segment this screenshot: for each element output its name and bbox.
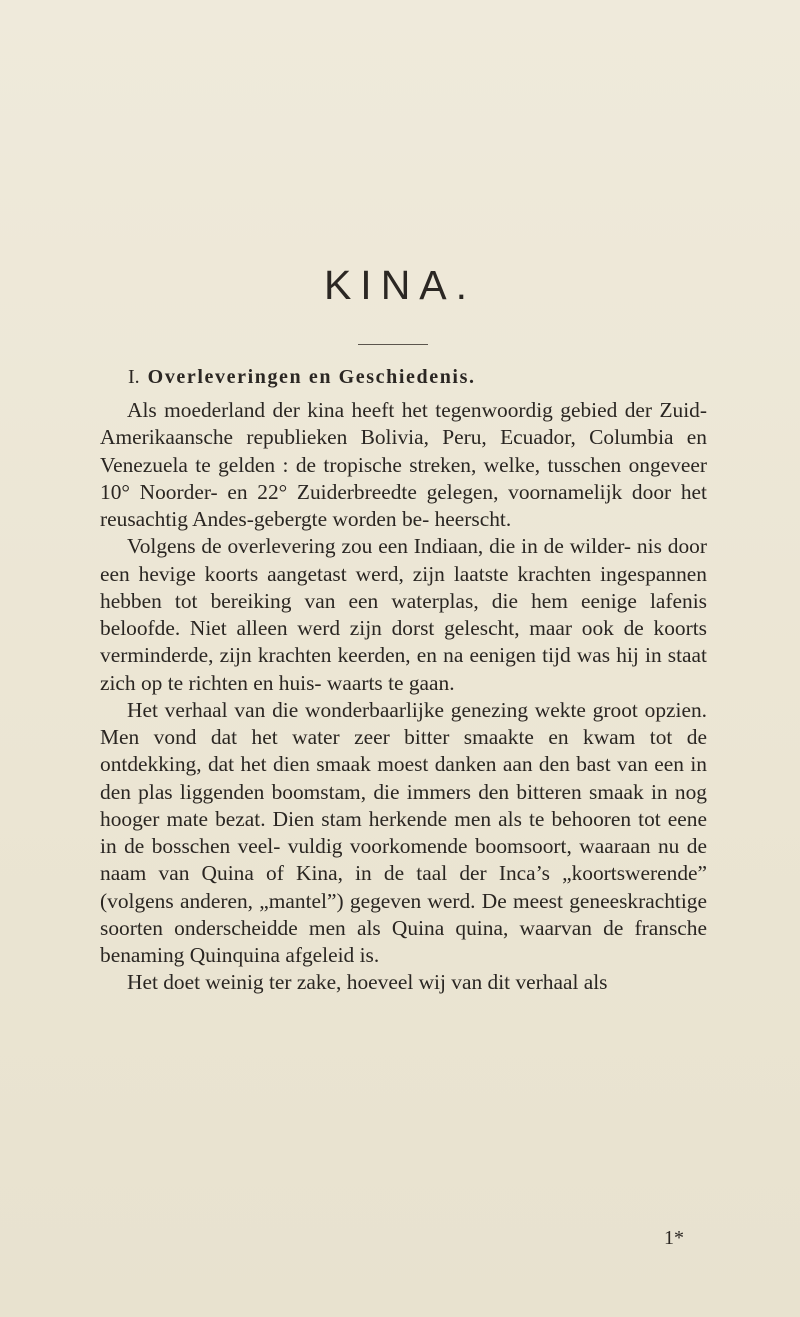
signature-mark: 1* — [664, 1227, 684, 1249]
paragraph: Het doet weinig ter zake, hoeveel wij van dit verhaal als — [127, 970, 608, 995]
chapter-heading-text: Overleveringen en Geschiedenis. — [147, 366, 476, 388]
body-text — [100, 397, 707, 997]
paragraph: Het verhaal van die wonderbaarlijke genezing wekte groot opzien. Men vond dat het water zeer bitter smaakte en kwam tot de ontdekking, dat het dien smaak moest danken aan den bast van een in den plas liggenden boomstam, die immers den bitteren smaak in nog hooger mate bezat. Dien stam herkende men als te behooren tot eene in de bosschen veel- vuldig voorkomende boomsoort, waaraan nu de naam van Quina of Kina, in de taal der Inca’s „koortswerende” (volgens anderen, „mantel”) gegeven werd. De meest geneeskrachtige soorten onderscheidde men als Quina quina, waarvan de fransche benaming Quinquina afgeleid is. — [100, 697, 707, 967]
chapter-heading — [128, 366, 688, 389]
title-divider — [358, 344, 428, 345]
paragraph: Als moederland der kina heeft het tegenwoordig gebied der Zuid-Amerikaansche republieken Bolivia, Peru, Ecuador, Columbia en Venezuela te gelden : de tropische streken, welke, tusschen ongeveer 10° Noorder- en 22° Zuiderbreedte gelegen, voornamelijk door het reusachtig Andes-gebergte worden be- heerscht. — [100, 398, 707, 531]
chapter-number: I. — [128, 366, 140, 388]
page-title: KINA. — [323, 262, 477, 308]
paragraph: Volgens de overlevering zou een Indiaan, die in de wilder- nis door een hevige koorts aangetast werd, zijn laatste krachten ingespannen hebben tot bereiking van een waterplas, die hem eenige lafenis beloofde. Niet alleen werd zijn dorst gelescht, maar ook de koorts verminderde, zijn krachten keerden, en na eenigen tijd was hij in staat zich op te richten en huis- waarts te gaan. — [100, 534, 707, 695]
